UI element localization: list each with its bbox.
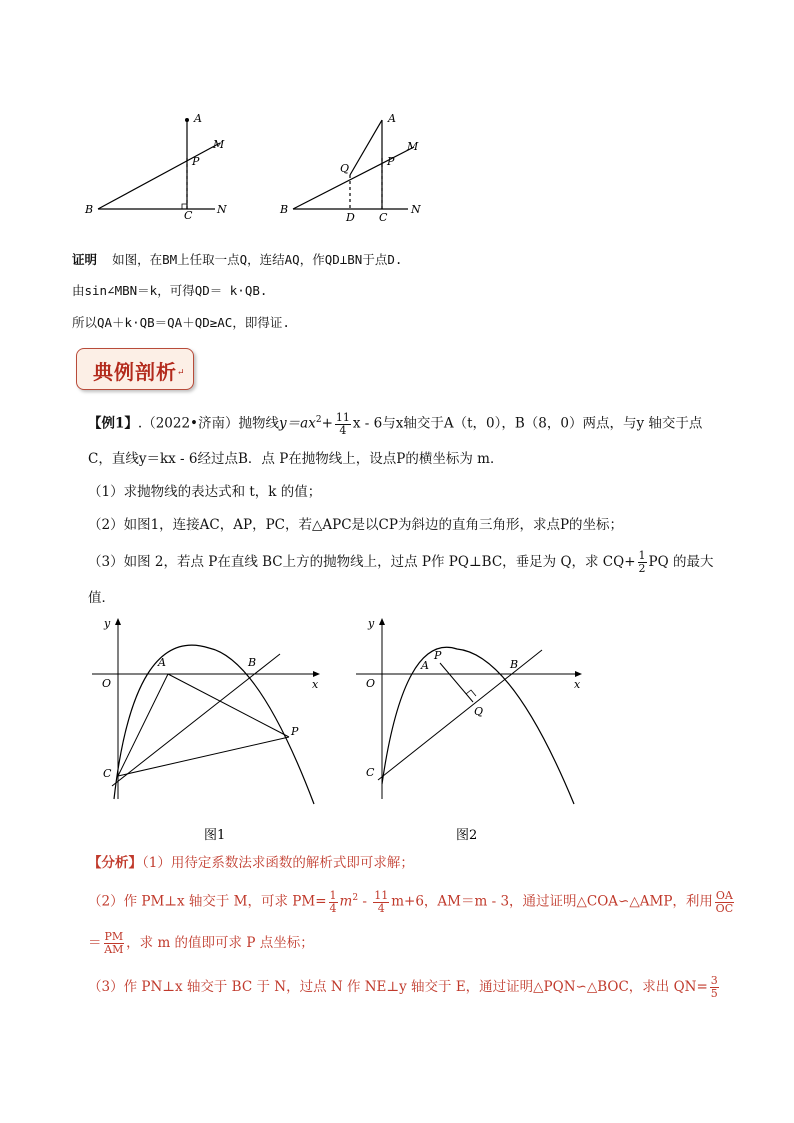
parabola xyxy=(114,645,314,804)
label-x: x xyxy=(574,678,581,691)
eq-y: y xyxy=(279,415,287,432)
label-B: B xyxy=(248,656,257,669)
a2-pre: （2）作 PM⊥x 轴交于 M，可求 PM= xyxy=(88,893,327,910)
proof-text-1: 如图，在BM上任取一点Q，连结AQ，作QD⊥BN于点D. xyxy=(112,252,403,267)
graph-fig1 xyxy=(84,614,334,844)
label-C: C xyxy=(103,767,112,780)
q3-text-b: PQ 的最大 xyxy=(648,554,714,570)
label-C: C xyxy=(379,211,388,224)
a2-mid3: m+6，AM＝m - 3，通过证明△COA∽△AMP，利用 xyxy=(391,893,713,910)
label-O: O xyxy=(366,677,376,690)
example-source: .（2022•济南）抛物线 xyxy=(137,415,280,432)
eq-part1: ＝ax xyxy=(286,415,316,432)
a2-f4-den: AM xyxy=(104,943,124,956)
ray-BM xyxy=(293,147,414,209)
point-A xyxy=(185,118,189,122)
q3-frac-num: 1 xyxy=(638,549,646,562)
segment-PQ xyxy=(440,663,473,702)
segment-AQ xyxy=(350,120,382,175)
label-Q: Q xyxy=(340,162,350,175)
eq-sq: 2 xyxy=(315,415,322,425)
label-C: C xyxy=(366,766,375,779)
label-C: C xyxy=(184,209,193,220)
figure-right xyxy=(278,108,428,224)
example-line-2: C，直线y＝kx - 6经过点B．点 P在抛物线上，设点P的横坐标为 m． xyxy=(88,451,504,467)
label-N: N xyxy=(411,203,421,216)
a2-sq: 2 xyxy=(352,893,359,903)
section-badge xyxy=(76,348,194,390)
x-arrow xyxy=(575,671,582,677)
figure-left xyxy=(80,108,240,220)
proof-line-1 xyxy=(72,250,402,270)
y-arrow xyxy=(379,618,385,625)
y-arrow xyxy=(115,618,121,625)
proof-line-2: 由sin∠MBN＝k，可得QD＝ k·QB. xyxy=(72,283,268,298)
a2-line2-post: ，求 m 的值即可求 P 点坐标； xyxy=(126,935,314,951)
a2-frac-1 xyxy=(329,890,338,915)
analysis-line-3 xyxy=(88,931,314,956)
label-A: A xyxy=(194,112,202,125)
label-x: x xyxy=(312,678,319,691)
question-2: （2）如图1，连接AC，AP，PC，若△APC是以CP为斜边的直角三角形，求点P的坐标； xyxy=(88,517,624,533)
a3-pre: （3）作 PN⊥x 轴交于 BC 于 N，过点 N 作 NE⊥y 轴交于 E，通过证明△PQN∽△BOC，求出 QN= xyxy=(88,979,708,995)
question-3 xyxy=(88,550,713,575)
example-tag: 【例1】 xyxy=(88,415,138,432)
proof-line-3: 所以QA＋k·QB＝QA＋QD≥AC，即得证. xyxy=(72,315,290,330)
segment-AC xyxy=(118,674,168,776)
frac-num: 11 xyxy=(335,410,350,424)
a2-frac-3 xyxy=(715,890,734,915)
a2-f1-den: 4 xyxy=(329,901,337,915)
label-O: O xyxy=(102,677,112,690)
q3-frac-den: 2 xyxy=(638,562,646,575)
eq-part2: x - 6与x轴交于A（t，0），B（8，0）两点，与y 轴交于点 xyxy=(352,415,703,432)
a3-frac xyxy=(710,975,719,1000)
a2-f4-num: PM xyxy=(104,930,124,943)
label-N: N xyxy=(217,203,227,216)
label-B: B xyxy=(280,203,289,216)
a3-f-den: 5 xyxy=(710,987,718,1000)
eq-plus: + xyxy=(321,415,333,432)
a2-f3-num: OA xyxy=(715,888,733,902)
proof-label: 证明 xyxy=(72,252,98,267)
a2-mid2: - xyxy=(358,893,372,910)
label-P: P xyxy=(192,155,200,168)
label-P: P xyxy=(387,155,395,168)
label-M: M xyxy=(407,140,419,153)
label-A: A xyxy=(158,656,166,669)
analysis-tag: 【分析】 xyxy=(88,855,142,871)
analysis-line-4 xyxy=(88,975,721,1000)
question-3-end: 值． xyxy=(88,590,115,606)
question-1: （1）求抛物线的表达式和 t，k 的值； xyxy=(88,484,322,500)
eq-frac xyxy=(335,412,351,437)
example-line-1 xyxy=(88,410,702,437)
a2-f2-num: 11 xyxy=(374,888,389,902)
caption-fig1: 图1 xyxy=(204,828,226,843)
label-B: B xyxy=(510,658,519,671)
frac-den: 4 xyxy=(339,423,347,437)
q3-text-a: （3）如图 2，若点 P在直线 BC上方的抛物线上，过点 P作 PQ⊥BC，垂足为 Q，求 CQ+ xyxy=(88,554,636,570)
parabola xyxy=(382,647,574,804)
label-D: D xyxy=(346,211,355,224)
a2-f3-den: OC xyxy=(715,901,734,915)
a2-frac-4 xyxy=(104,931,125,956)
a2-frac-2 xyxy=(373,890,389,915)
segment-PC xyxy=(118,737,289,776)
label-M: M xyxy=(213,138,225,151)
label-A: A xyxy=(421,659,429,672)
x-arrow xyxy=(313,671,320,677)
a2-mid1: m xyxy=(339,893,353,910)
ray-BM xyxy=(98,143,220,209)
label-P: P xyxy=(434,649,442,662)
graph-fig2 xyxy=(352,614,592,844)
a2-f1-num: 1 xyxy=(329,888,337,902)
label-B: B xyxy=(85,203,94,216)
analysis-line-1 xyxy=(88,853,414,873)
label-A: A xyxy=(388,112,396,125)
a2-f2-den: 4 xyxy=(377,901,385,915)
label-P: P xyxy=(291,725,299,738)
q3-frac xyxy=(638,550,647,575)
label-y: y xyxy=(368,617,375,630)
caption-fig2: 图2 xyxy=(456,828,478,843)
section-title: 典例剖析 xyxy=(93,360,177,384)
analysis-line-2 xyxy=(88,888,736,915)
paragraph-mark: ↵ xyxy=(177,368,185,378)
label-y: y xyxy=(104,617,111,630)
a2-line2-pre: ＝ xyxy=(88,935,102,951)
analysis-a1: （1）用待定系数法求函数的解析式即可求解； xyxy=(142,855,414,871)
label-Q: Q xyxy=(474,705,484,718)
a3-f-num: 3 xyxy=(710,974,718,987)
